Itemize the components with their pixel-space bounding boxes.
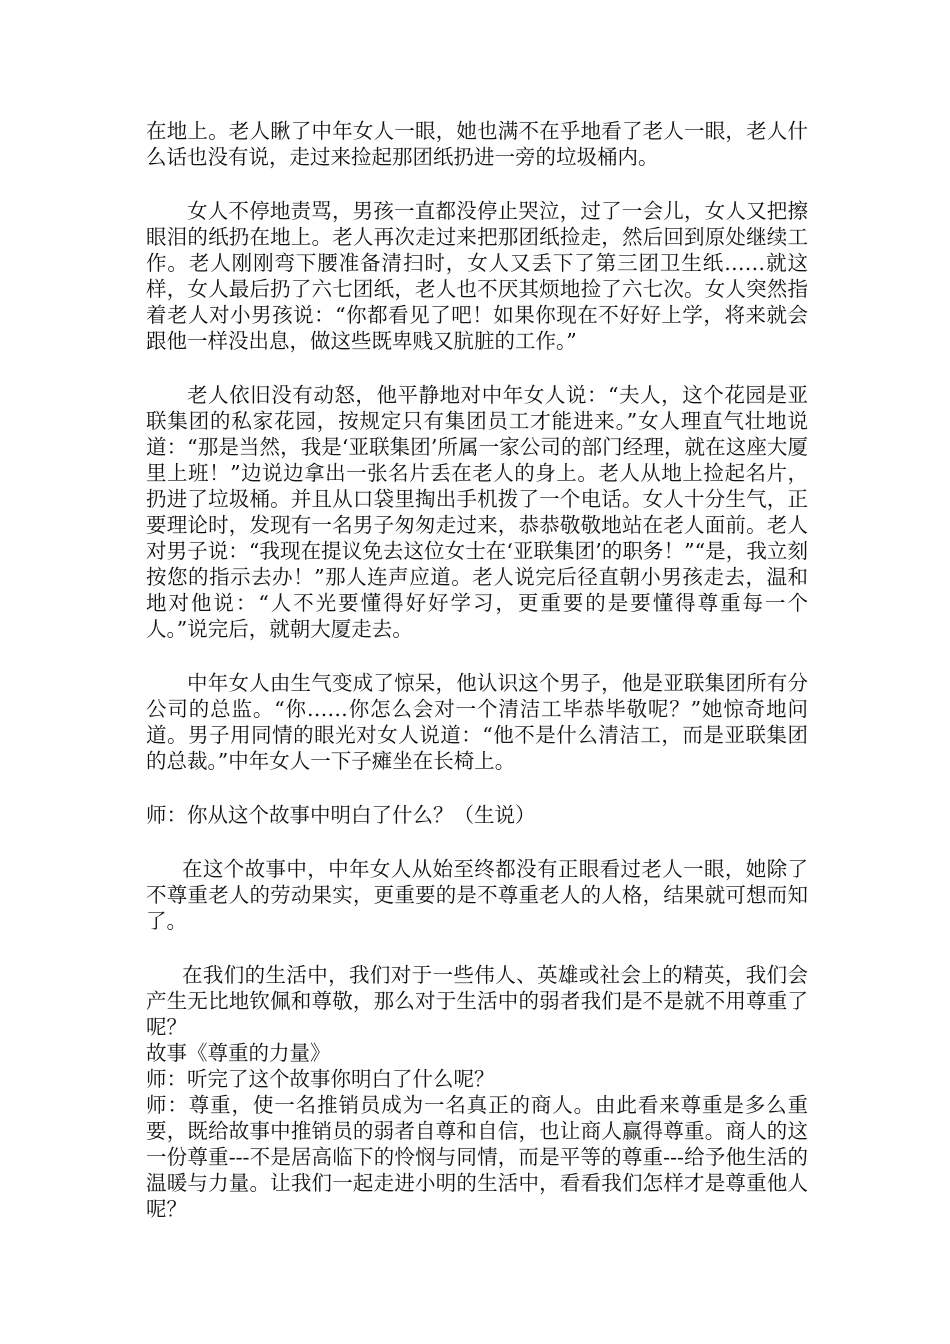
- document-page: [146, 118, 808, 1222]
- paragraph-teacher-question: 师：你从这个故事中明白了什么？（生说）: [146, 803, 536, 827]
- paragraph-old-man-response: 老人依旧没有动怒，他平静地对中年女人说：“夫人，这个花园是亚联集团的私家花园，按规定只有集团员工才能进来。”女人理直气壮地说道：“那是当然，我是‘亚联集团’所属一家公司的部门经理，就在这座大厦里上班！”边说边拿出一张名片丢在老人的身上。老人从地上捡起名片，扔进了垃圾桶。并且从口袋里掏出手机拨了一个电话。女人十分生气，正要理论时，发现有一名男子匆匆走过来，恭恭敬敬地站在老人面前。老人对男子说：“我现在提议免去这位女士在‘亚联集团’的职务！”“是，我立刻按您的指示去办！”那人连声应道。老人说完后径直朝小男孩走去，温和地对他说：“人不光要懂得好好学习，更重要的是要懂得尊重每一个人。”说完后，就朝大厦走去。: [146, 383, 808, 641]
- paragraph-teacher-question-2: 师：听完了这个故事你明白了什么呢？: [146, 1067, 495, 1091]
- paragraph-story-title: 故事《尊重的力量》: [146, 1041, 331, 1065]
- paragraph-reveal: 中年女人由生气变成了惊呆，他认识这个男子，他是亚联集团所有分公司的总监。“你……你怎么会对一个清洁工毕恭毕敬呢？”她惊奇地问道。男子用同情的眼光对女人说道：“他不是什么清洁工，而是亚联集团的总裁。”中年女人一下子瘫坐在长椅上。: [146, 671, 808, 773]
- paragraph-story-summary: 在这个故事中，中年女人从始至终都没有正眼看过老人一眼，她除了不尊重老人的劳动果实，更重要的是不尊重老人的人格，结果就可想而知了。: [146, 857, 808, 933]
- paragraph-respect-weak: 在我们的生活中，我们对于一些伟人、英雄或社会上的精英，我们会产生无比地钦佩和尊敬，那么对于生活中的弱者我们是不是就不用尊重了呢？: [146, 963, 808, 1039]
- paragraph-continuation: 在地上。老人瞅了中年女人一眼，她也满不在乎地看了老人一眼，老人什么话也没有说，走过来捡起那团纸扔进一旁的垃圾桶内。: [146, 119, 808, 169]
- paragraph-teacher-conclusion: 师：尊重，使一名推销员成为一名真正的商人。由此看来尊重是多么重要，既给故事中推销员的弱者自尊和自信，也让商人赢得尊重。商人的这一份尊重---不是居高临下的怜悯与同情，而是平等的尊重---给予他生活的温暖与力量。让我们一起走进小明的生活中，看看我们怎样才是尊重他人呢？: [146, 1093, 808, 1221]
- paragraph-woman-scolding: 女人不停地责骂，男孩一直都没停止哭泣，过了一会儿，女人又把擦眼泪的纸扔在地上。老人再次走过来把那团纸捡走，然后回到原处继续工作。老人刚刚弯下腰准备清扫时，女人又丢下了第三团卫生纸……就这样，女人最后扔了六七团纸，老人也不厌其烦地捡了六七次。女人突然指着老人对小男孩说：“你都看见了吧！如果你现在不好好上学，将来就会跟他一样没出息，做这些既卑贱又肮脏的工作。”: [146, 199, 808, 353]
